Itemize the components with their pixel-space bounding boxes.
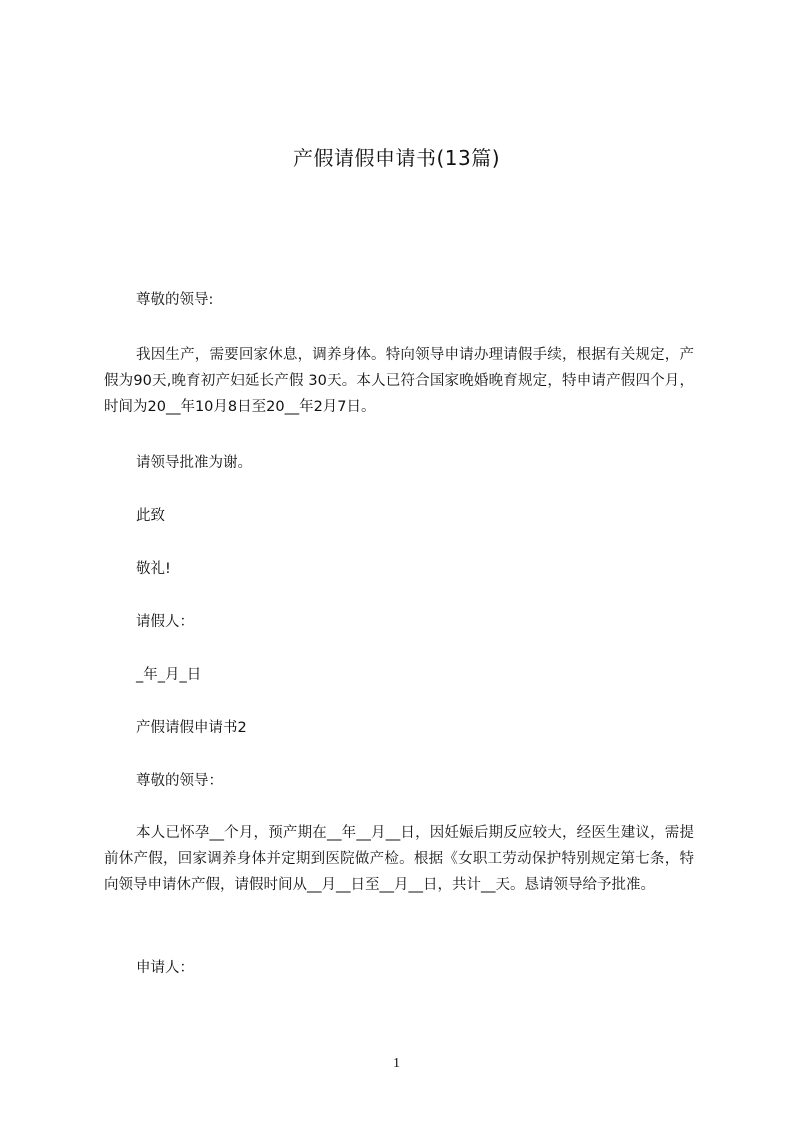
applicant-label: 请假人： <box>136 614 194 630</box>
page-number: 1 <box>393 1056 400 1071</box>
closing-line: 此致 <box>136 508 165 524</box>
salutation: 尊敬的领导: <box>136 292 214 308</box>
body-paragraph: 我因生产，需要回家休息，调养身体。特向领导申请办理请假手续，根据有关规定，产假为90天,晚育初产妇延长产假 30天。本人已符合国家晚婚晚育规定，特申请产假四个月，时间为20__年10月8日至20__年2月7日。 <box>104 347 694 415</box>
document-title: 产假请假申请书(13篇) <box>292 146 501 170</box>
applicant-label-2: 申请人： <box>136 960 194 976</box>
request-line: 请领导批准为谢。 <box>136 455 252 471</box>
salutation-2: 尊敬的领导： <box>136 773 223 789</box>
date-line: _年_月_日 <box>136 667 202 683</box>
regards-line: 敬礼! <box>136 561 171 577</box>
section-heading: 产假请假申请书2 <box>136 720 247 736</box>
body-paragraph-2: 本人已怀孕__个月，预产期在__年__月__日，因妊娠后期反应较大，经医生建议，需提前休产假，回家调养身体并定期到医院做产检。根据《女职工劳动保护特别规定第七条，特向领导申请休产假，请假时间从__月__日至__月__日，共计__天。恳请领导给予批准。 <box>104 825 694 893</box>
